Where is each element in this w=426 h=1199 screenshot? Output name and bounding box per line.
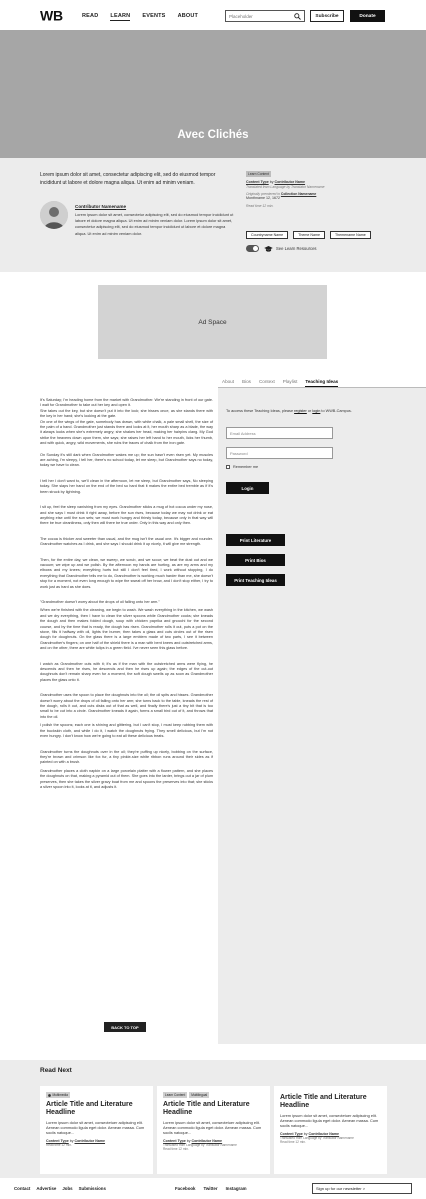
- remember-row: [226, 465, 258, 469]
- card-read-time: Read time 12 min.: [46, 1142, 72, 1147]
- pill-theme[interactable]: Theme Name: [293, 231, 325, 239]
- password-field[interactable]: [226, 447, 333, 459]
- contributor-bio: Lorem ipsum dolor sit amet, consectetur adipiscing elit, sed do eiusmod tempor incididunt ut labore et dolore magna aliqua. Ut enim ad minim veniam dolor. Lorem ipsum dolor sit amet, consectetur adipiscing elit, sed do eiusmod tempor incididunt ut labore et dolore magna aliqua. Ut enim ad minim veniam dolor.: [75, 212, 234, 236]
- print-bios-button[interactable]: Print Bios: [226, 554, 285, 566]
- footer-links: [14, 1186, 106, 1191]
- card-excerpt: Lorem ipsum dolor sit amet, consectetuer adipiscing elit. Aenean commodo ligula eget dolor. Aenean massa. Cum sociis natoque...: [163, 1120, 262, 1136]
- card-content-type[interactable]: Content Type: [280, 1131, 303, 1136]
- card-translated: Translated from Language by Translator Namename: [280, 1135, 354, 1140]
- card-headline[interactable]: Article Title and Literature Headline: [163, 1101, 250, 1116]
- contributor-name[interactable]: Contributor Namename: [75, 204, 127, 209]
- site-footer: [0, 1180, 426, 1199]
- meta-by: by: [269, 180, 274, 184]
- newsletter-signup[interactable]: Sign up for our newsletter >: [312, 1183, 412, 1194]
- register-link[interactable]: register: [294, 409, 307, 413]
- card-by: by: [69, 1138, 74, 1143]
- meta-translated: Translated from Language by Translator Namename: [246, 185, 325, 189]
- email-placeholder: Email Address: [230, 430, 256, 436]
- tab-playlist[interactable]: Playlist: [282, 379, 298, 384]
- tab-teaching-ideas[interactable]: Teaching Ideas: [305, 376, 338, 387]
- print-teaching-ideas-button[interactable]: Print Teaching Ideas: [226, 574, 285, 586]
- article-meta: [246, 171, 396, 208]
- ad-space[interactable]: [98, 285, 327, 359]
- card-by: by: [186, 1138, 191, 1143]
- meta-read-time: Read time 12 min.: [246, 204, 274, 208]
- card-read-time: Read time 12 min.: [163, 1147, 189, 1152]
- paragraph: It's Saturday; I'm heading home from the market with Grandmother. We're standing in front of our gate. I wait for Grandmother to take out her key and open it.: [40, 398, 213, 408]
- card-read-time: Read time 12 min.: [280, 1140, 306, 1145]
- access-msg-pre: To access these Teaching Ideas, please: [226, 409, 294, 413]
- nav-read[interactable]: READ: [82, 13, 99, 19]
- read-next-card[interactable]: [274, 1086, 387, 1174]
- card-content-type[interactable]: Content Type: [163, 1138, 186, 1143]
- avatar-portrait-icon: [40, 201, 68, 229]
- site-header: [0, 0, 426, 30]
- content-tag: Learn Content: [248, 172, 269, 176]
- access-msg-post: to WWB-Campus.: [321, 409, 352, 413]
- wwb-logo[interactable]: [40, 8, 66, 22]
- back-to-top-button[interactable]: BACK TO TOP: [104, 1022, 146, 1032]
- card-content-type[interactable]: Content Type: [46, 1138, 69, 1143]
- paragraph: I tell her I don't want to, we'll clean in the afternoon, let me sleep, but Grandmother says, No sleeping today. She slaps her hand on the end of the bed so hard that it makes the entire bed tremble as if it's been struck by lightning.: [40, 478, 213, 494]
- print-literature-button[interactable]: Print Literature: [226, 534, 285, 546]
- social-links: [175, 1186, 247, 1191]
- multimedia-icon: [48, 1094, 51, 1097]
- login-link[interactable]: login: [312, 409, 321, 413]
- paragraph: On Sunday it's still dark when Grandmother wakes me up; the sun hasn't even risen yet. My muscles are aching, I'm sleepy, I tell her, there's no school today, let me sleep, but Grandmother says no today, today we have to clean.: [40, 452, 213, 468]
- meta-content-type[interactable]: Content Type: [246, 180, 269, 184]
- card-translated: Translated from Language by Translator Namename: [163, 1142, 237, 1147]
- instagram-link[interactable]: Instagram: [225, 1186, 247, 1191]
- remember-label: Remember me: [233, 465, 259, 469]
- card-excerpt: Lorem ipsum dolor sit amet, consectetuer adipiscing elit. Aenean commodo ligula eget dolor. Aenean massa. Cum sociis natoque...: [46, 1120, 145, 1136]
- lead-text: Lorem ipsum dolor sit amet, consectetur adipiscing elit, sed do eiusmod tempor incididunt ut labore et dolore magna aliqua. Ut enim ad minim veniam.: [40, 172, 216, 186]
- card-tag: Multilingual: [191, 1093, 208, 1097]
- meta-premiered-prefix: Originally premiered in: [246, 192, 280, 196]
- pull-quote: "Grandmother doesn't worry about the drops of oil falling onto her arm.": [40, 599, 160, 604]
- intro-section: [0, 158, 426, 272]
- meta-collection[interactable]: Collection Namename: [280, 192, 317, 196]
- tab-context[interactable]: Context: [258, 379, 275, 384]
- side-tabs: [218, 376, 426, 388]
- card-headline[interactable]: Article Title and Literature Headline: [46, 1101, 133, 1116]
- footer-jobs-link[interactable]: Jobs: [62, 1186, 73, 1191]
- meta-date: Monthname 12, 1672: [246, 196, 280, 200]
- paragraph: Grandmother uses the spoon to place the doughnuts into the oil; the oil spits and hisses. Grandmother doesn't worry about the drops of oil falling onto her arm; she turns back to the table, kneads the rest of the dough, rolls it out, and cuts disks out of that as well, and finally there's just a tiny bit that is too small to be cut into a circle. Grandmother kneads it again, forms a small bird out of it, and throws that into the oil.: [40, 693, 213, 719]
- paragraph: She takes out the key, but she doesn't put it into the lock; she hisses once, as she stands there with the key in her hand; she's looking at the gate.: [40, 408, 213, 419]
- remember-checkbox[interactable]: [226, 465, 230, 469]
- paragraph: I watch as Grandmother cuts with it; it's as if the man with the outstretched arms were flying, he descends and then he rises, he descends and then he rises up again; the edges of the cut-out doughnuts don't remain sharp even for a moment, the soft dough swells up as soon as Grandmother places the glass onto it.: [40, 661, 213, 682]
- ad-label: Ad Space: [198, 318, 227, 326]
- email-field[interactable]: [226, 427, 333, 439]
- access-message: [226, 409, 352, 413]
- paragraph: Then, for the entire day, we clean, we sweep, we scrub, and we scour; we beat the dust out and we vacuum; we wipe up and we polish. By the afternoon my hands are hurting, as are my arms and my elbows and my knees; everything hurts but still I don't feel tired, I work without stopping, I do everything that Grandmother tells me to do, Grandmother is working much harder than me, she doesn't stop for a moment, not even long enough to wipe the sweat off her brow, and I don't stop either, I try to work just as hard as she does.: [40, 557, 213, 589]
- page-title: Avec Clichés: [177, 129, 249, 141]
- paragraph: The cocoa is thicker and sweeter than usual, and the mug isn't the usual one. It's bigger and rounder. Grandmother watches as I drink, and she says I should drink it up nicely, it will give me strength.: [40, 536, 213, 547]
- card-headline[interactable]: Article Title and Literature Headline: [280, 1094, 367, 1109]
- nav-about[interactable]: ABOUT: [177, 13, 199, 19]
- tab-about[interactable]: About: [222, 379, 235, 384]
- card-tag-label: Multimedia: [52, 1093, 68, 1097]
- paragraph: Grandmother turns the doughnuts over in the oil; they're puffing up nicely, bobbing on the surface, they're brown and crimson like fox fur, a tiny pinkie-size white ribbon runs around their sides as if painted on with a brush.: [40, 749, 213, 765]
- password-placeholder: Password: [230, 450, 248, 456]
- login-button[interactable]: Login: [226, 482, 269, 494]
- card-tag: Learn Content: [165, 1093, 186, 1097]
- nav-events[interactable]: EVENTS: [142, 13, 166, 19]
- paragraph: On one of the wings of the gate, somebody has drawn, with white chalk, a pale small shell, the size of the palm of a hand. Grandmother just stands there and looks at it, her mouth sharp as a blade, the way it always looks when she's extremely angry; she shakes her head, making her hairpins clang. My God strike the heavens down upon them, she says; she raises her left hand to her mouth, licks her thumb, and with quick, angry, wild movements, she rubs the traces of chalk from the iron gate.: [40, 419, 213, 446]
- footer-submissions-link[interactable]: Submissions: [78, 1186, 106, 1191]
- donate-button[interactable]: Donate: [350, 10, 385, 22]
- read-next-card[interactable]: [40, 1086, 153, 1174]
- hero-banner: [0, 30, 426, 158]
- card-contributor[interactable]: Contributor Name: [74, 1138, 106, 1143]
- card-contributor[interactable]: Contributor Name: [191, 1138, 223, 1143]
- card-excerpt: Lorem ipsum dolor sit amet, consectetuer adipiscing elit. Aenean commodo ligula eget dolor. Aenean massa. Cum sociis natoque...: [280, 1113, 379, 1129]
- side-panel: [218, 376, 426, 1044]
- search-box: [225, 10, 305, 22]
- nav-learn[interactable]: LEARN: [110, 13, 131, 19]
- graduation-cap-icon: [264, 246, 273, 252]
- paragraph: I polish the spoons; each one is shining and glittering, but I can't stop, I must keep rubbing them with the buckskin cloth, and while I do it, I watch the doughnuts frying. They smell delicious, but I'm not even hungry. I don't know how we're going to eat all these delicious treats.: [40, 723, 213, 739]
- search-input[interactable]: [226, 11, 292, 21]
- footer-contact-link[interactable]: Contact: [14, 1186, 31, 1191]
- read-next-title: Read Next: [40, 1067, 72, 1074]
- main-nav: [82, 13, 198, 21]
- subscribe-button[interactable]: Subscribe: [310, 10, 344, 22]
- learn-toggle-label: See Learn Resources: [276, 246, 317, 251]
- read-next-card[interactable]: [157, 1086, 270, 1174]
- card-contributor[interactable]: Contributor Name: [308, 1131, 340, 1136]
- card-tags: [163, 1092, 264, 1098]
- pill-country[interactable]: Countryname Name: [246, 231, 288, 239]
- svg-text:B: B: [53, 8, 64, 22]
- paragraph: When we're finished with the cleaning, we begin to wash. We wash everything in the kitchen, we wash and we dry everything, then I have to clean the silver spoons while Grandmother cooks; she kneads the dough and then makes folded dough, soup with chicken paprika and gnocchi for the second course, and by the time that is ready, the dough has risen. Grandmother rolls it out, puts a pot on the stove, fills it halfway with oil, lights the burner, then takes a glass and cuts circles out of the risen dough for doughnuts. On the glass there is a large emblem made of two parts, I see it between Grandmother's fingers; on one half of the shield there is a man with bent knees and outstretched arms, and on the other, there are white tulips in a green field. I've never seen this glass before.: [40, 608, 213, 651]
- meta-contributor[interactable]: Contributor Name: [274, 180, 306, 184]
- paragraph: Grandmother places a cloth napkin on a large porcelain platter with a flower pattern, and she places the doughnuts on that, making a pyramid out of them. She goes into the larder, brings out a jar of plum preserves, then she takes the silver gravy boat from me and spoons the preserves into that; she sticks a silver spoon into it, looks at it, and adjusts it.: [40, 768, 213, 789]
- card-tags: [46, 1092, 147, 1098]
- card-by: by: [303, 1131, 308, 1136]
- search-icon[interactable]: [294, 13, 301, 20]
- twitter-link[interactable]: Twitter: [203, 1186, 218, 1191]
- access-msg-mid: or: [307, 409, 312, 413]
- tab-bios[interactable]: Bios: [242, 379, 251, 384]
- card-tag: [46, 1092, 70, 1098]
- footer-advertise-link[interactable]: Advertise: [36, 1186, 57, 1191]
- svg-text:W: W: [40, 8, 53, 22]
- pill-theme-2[interactable]: Themename Name: [330, 231, 371, 239]
- article-body: [40, 398, 213, 790]
- facebook-link[interactable]: Facebook: [175, 1186, 196, 1191]
- topic-pills: [246, 231, 371, 239]
- contributor-avatar: [40, 201, 68, 229]
- toggle-knob: [253, 246, 258, 251]
- learn-toggle[interactable]: [246, 245, 259, 252]
- paragraph: I sit up, feel the sleep vanishing from my eyes. Grandmother sticks a mug of hot cocoa under my nose, and she says I must drink it right away, before the sun rises, because today we may not drink or eat anything else until the sun sets; we must work hungry and thirsty today, because only in that way will there be true cleanliness, only then will there be true order. Only in this way and only then.: [40, 505, 213, 526]
